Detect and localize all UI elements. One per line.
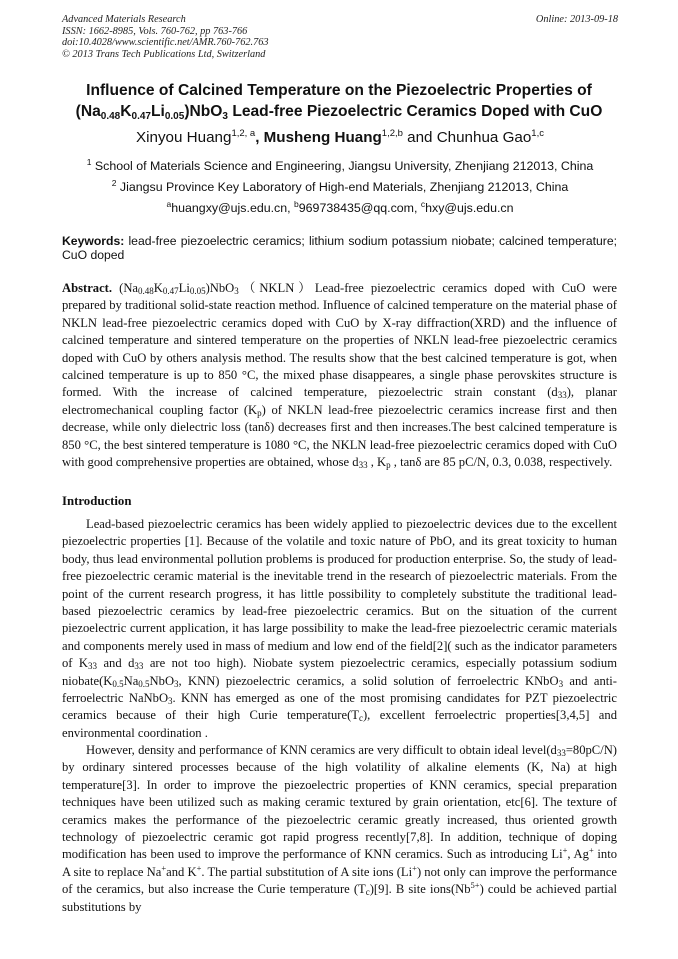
keywords-label: Keywords:	[62, 234, 125, 248]
introduction-paragraph-1: Lead-based piezoelectric ceramics has been widely applied to piezoelectric devices due to the excellent piezoelectric properties [1]. Because of the volatile and toxic nature of PbO, and its great toxicity to human body, thus lead environmental pollution problems is produced for production enterprise. So, the study of lead-free piezoelectric ceramic material is the inevitable trend in the research of piezoelectric materials. From the point of the current research progress, it has little possibility to completely substitute the traditional lead-based piezoelectric ceramics by lead-free piezoelectric ceramics. But on the situation of the current piezoelectric current application, it has large possibility to make the lead-free piezoelectric ceramic materials and components merely used in mass of medium and low end of the field[2]( such as the indicator parameters of $K_{33}$ and $d_{33}$ are not too high). Niobate system piezoelectric ceramics, especially potassium sodium $niobate(K_{0.5}Na_{0.5}NbO_3$, KNN) piezoelectric ceramics, a solid solution of ferroelectric KNbO$_3$ and anti-ferroelectric NaNbO$_3$. KNN has emerged as one of the most promising candidates for PZT piezoelectric ceramics because of their high Curie $temperature(T_c)$, excellent ferroelectric properties[3,4,5] and environmental coordination .	[62, 517, 618, 740]
abstract-label: Abstract.	[62, 281, 113, 295]
keywords-text: lead-free piezoelectric ceramics; lithium sodium potassium niobate; calcined temperature; CuO doped	[62, 234, 617, 262]
online-date: Online: 2013-09-18	[535, 14, 618, 25]
paper-title	[50, 80, 628, 122]
author-emails: $^a$huangxy@ujs.edu.cn, $^b$969738435@qq.com, $^c$hxy@ujs.edu.cn	[166, 199, 514, 215]
author-list: Xinyou Huang$^{1,2, a}$, Musheng Huang$^{1,2,b}$ and Chunhua Gao$^{1,c}$	[136, 128, 544, 146]
introduction-paragraph-2: However, density and performance of KNN ceramics are very difficult to obtain ideal $level(d_{33}=80pC/N)$ by ordinary sintered processes because of the high volatility of alkaline elements (K, Na) at high temperature[3]. In order to improve the piezoelectric properties of KNN ceramics, special preparation techniques have been utilized such as making ceramic textured by grain orientation, etc[6]. The texture of ceramics makes the performance of the piezoelectric ceramic greatly increased, thus oriented growth technology of piezoelectric ceramic got rapid progress recently[7,8]. In addition, technique of doping modification has been used to improve the performance of KNN ceramics. Such as introducing Li+, Ag+ into A site to replace Na+and K+. The partial substitution of A site ions (Li+) not only can improve the performance of the ceramics, but also increase the Curie temperature $(T_c)[9]$. B site $ions(Nb^{5+})$ could be achieved partial substitutions by	[62, 743, 618, 914]
journal-copyright: © 2013 Trans Tech Publications Ltd, Switzerland	[62, 48, 266, 60]
affiliation-2: $^2$ Jiangsu Province Key Laboratory of High-end Materials, Zhenjiang 212013, China	[111, 178, 569, 194]
introduction-heading: Introduction	[62, 494, 132, 508]
abstract: Abstract. $(Na_{0.48}K_{0.47}Li_{0.05})NbO_3(NKLN)Lead$-free piezoelectric ceramics doped with CuO were prepared by traditional solid-state reaction method. Influence of calcined temperature on the material phase of NKLN lead-free piezoelectric ceramics doped with CuO by X-ray diffraction(XRD) and the influence of calcined temperature and sintered temperature on the properties of NKLN lead-free piezoelectric ceramics doped with CuO by others analysis method. The results show that the best calcined temperature is got, when calcined temperature is up to 850 °C, the mixed phase disappeares, a single phase perovskites structure is formed. With the increase of calcined temperature, piezoelectric strain constant $(d_{33})$, planar electromechanical coupling factor $(K_p)$ of NKLN lead-free piezoelectric ceramics increase first and then decrease, while only dielectric loss (tanδ) decreases first and then increases.The best calcined temperature is 850 °C, the best sintered temperature is 1080 °C, the NKLN lead-free piezoelectric ceramics doped with CuO with good comprehensive properties are obtained, whose $d_{33}$ , $K_p$ , tanδ are 85 pC/N, 0.3, 0.038, respectively.	[62, 281, 618, 471]
journal-header	[62, 14, 618, 60]
title-line-1: Influence of Calcined Temperature on the Piezoelectric Properties of	[86, 82, 592, 99]
journal-issn: ISSN: 1662-8985, Vols. 760-762, pp 763-766	[62, 25, 248, 37]
journal-doi: doi:10.4028/www.scientific.net/AMR.760-762.763	[62, 37, 269, 49]
journal-name: Advanced Materials Research	[62, 14, 186, 25]
affiliation-1: $^1$ School of Materials Science and Engineering, Jiangsu University, Zhenjiang 212013, China	[86, 157, 594, 173]
title-line-2: $(Na_{0.48}K_{0.47}Li_{0.05})NbO_3$ Lead-free Piezoelectric Ceramics Doped with CuO	[75, 103, 603, 122]
keywords	[62, 235, 617, 262]
